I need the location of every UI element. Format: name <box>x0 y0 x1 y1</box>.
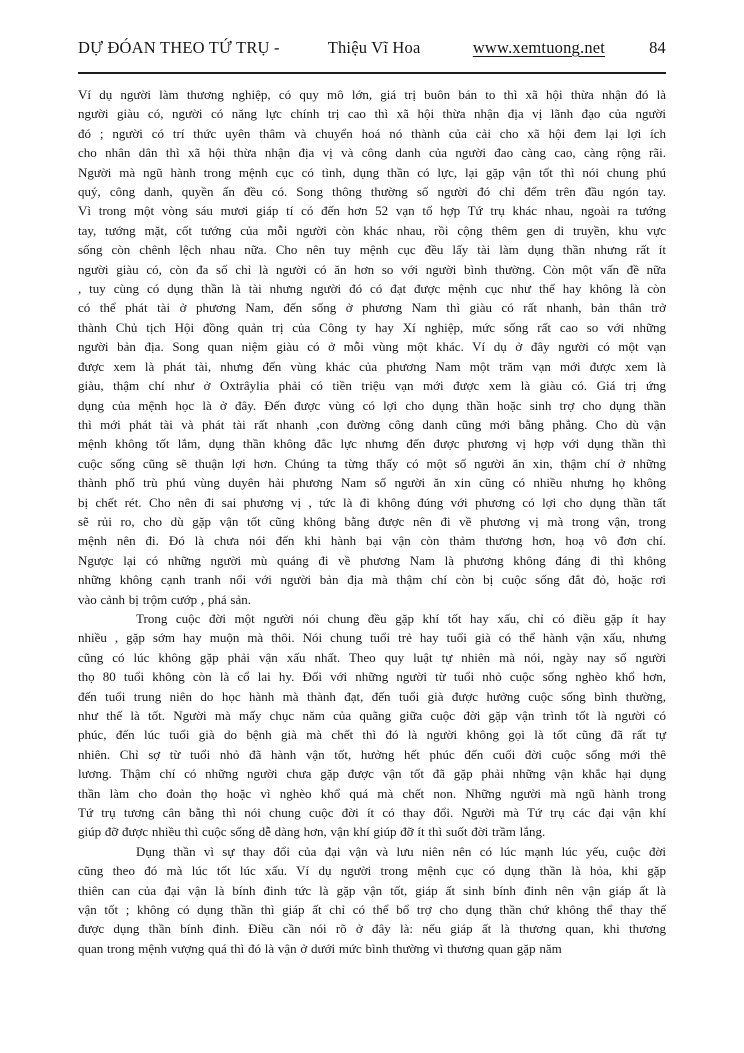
text-line: có thể phát tài ở phương Nam, đến sống ở phương Nam thì giàu có rất nhanh, bản thân trở <box>78 300 666 316</box>
page-header <box>78 38 666 74</box>
text-line: , tuy cùng có dụng thần là tài nhưng người đó có đạt được mệnh cục như thế hay không là còn <box>78 281 666 297</box>
text-line: Tứ trụ tương cân bằng thì nói chung cuộc đời ít có thay đổi. Người mà Tứ trụ các đại vận khí <box>78 805 666 821</box>
text-line: Dụng thần vì sự thay đổi của đại vận và lưu niên nên có lúc mạnh lúc yếu, cuộc đời <box>136 843 666 859</box>
text-line: nhiều , gặp sớm hay muộn mà thôi. Nói chung tuổi trẻ hay tuổi già có thể hành vận xấu, nhưng <box>78 630 666 646</box>
text-line: cho nhân dân thì xã hội thừa nhận địa vị và công danh của người đao càng cao, càng rộng rãi. <box>78 145 666 161</box>
text-line: thành Chủ tịch Hội đồng quản trị của Công ty hay Xí nghiệp, mức sống rất cao so với những <box>78 319 666 335</box>
text-line: người bản địa. Song quan niệm giàu có ở mỗi vùng một khác. Ví dụ ở đây người có một vạn <box>78 339 666 355</box>
website-url: www.xemtuong.net <box>472 38 606 57</box>
text-line: cũng có lúc không gặp phải vận xấu nhất. Theo quy luật tự nhiên mà nói, ngày nay số người <box>78 649 666 665</box>
text-line: phúc, đến lúc tuổi già do bệnh già mà chết thì đó là người không gọi là tốt cũng đã rất tự <box>78 727 666 743</box>
text-line: Ví dụ người làm thương nghiệp, có quy mô lớn, giá trị buôn bán to thì xã hội thừa nhận đó là <box>78 87 666 102</box>
page-number: 84 <box>649 38 666 57</box>
text-line: mệnh không tốt lắm, dụng thần không đắc lực nhưng đến được phương vị hợp với dụng thần thì <box>78 436 666 452</box>
text-line: Vì trong một vòng sáu mươi giáp tí có đến hơn 52 vạn tổ hợp Tứ trụ khác nhau, ngoài ra tướng <box>78 203 666 219</box>
text-line: như thế là tốt. Người mà mấy chục năm của quãng giữa cuộc đời gặp vận trình tốt là người có <box>78 708 666 723</box>
text-line: những không cạnh tranh nổi với người bản địa mà thậm chí còn bị cuộc sống đắt đỏ, hoặc rơi <box>78 572 666 588</box>
book-title: DỰ ĐÓAN THEO TỨ TRỤ - <box>78 38 280 57</box>
text-line: người giàu có, còn đa số chỉ là người có ăn hơn so với người bình thường. Còn một vấn đề nữa <box>78 261 666 277</box>
text-line: được dụng thần bính đinh. Điều cần nói rõ ở đây là: nếu giáp ất là thương quan, khi thương <box>78 921 666 937</box>
text-line: cuộc sống cũng sẽ thuận lợi hơn. Chúng ta từng thấy có một số người ăn xin, thậm chí ở những <box>78 455 666 471</box>
text-line: vào cảnh bị trộm cướp , phá sản. <box>78 591 252 607</box>
text-line: đó ; người có trí thức uyên thâm và chuyển hoá nó thành của cải cho xã hội đem lại lợi ích <box>78 125 666 141</box>
text-line: người giàu có, người có năng lực chính trị cao thì xã hội thừa nhận địa vị lãnh đạo của người <box>78 106 666 122</box>
text-line: mệnh nên đi. Đó là chưa nói đến khi hành bại vận còn thảm thương hơn, hoạ vô đơn chí. <box>78 533 666 549</box>
text-line: đến tuổi trung niên do học hành mà thành đạt, đến tuổi già được hưởng cuộc sống bình thường, <box>78 688 666 704</box>
text-line: bị chết rét. Cho nên đi sai phương vị , tức là đi không đúng với phương có lợi cho dụng thần tất <box>78 494 666 510</box>
text-line: thành phố trù phú vùng duyên hải phương Nam số người ăn xin cũng có nhiều nhưng họ không <box>78 475 666 491</box>
document-body <box>78 85 666 958</box>
text-line: sống còn chênh lệch nhau nữa. Cho nên tuy mệnh cục đều lấy tài làm dụng thần nhưng rất ít <box>78 242 666 258</box>
text-line: vận tốt ; không có dụng thần thì giáp ất chỉ có thể bổ trợ cho dụng thần chứ không thể thay thế <box>78 902 666 918</box>
author-name: Thiệu Vĩ Hoa <box>327 38 421 57</box>
text-line: cũng theo đó mà lúc tốt lúc xấu. Ví dụ người trong mệnh cục có dụng thần là hỏa, khi gặp <box>78 863 666 879</box>
text-line: nhiên. Chỉ sợ từ tuổi nhỏ đã hành vận tốt, hưởng hết phúc đến cuối đời cuộc sống mới thê <box>78 746 666 762</box>
text-line: sẽ rủi ro, cho dù gặp vận tốt cũng không bằng được nên đi về phương vị mà trong vận, trong <box>78 513 666 529</box>
text-line: tay, tướng mặt, cốt tướng của mỗi người còn khác nhau, rồi cộng thêm gen di truyền, khu vực <box>78 222 666 238</box>
text-line: Người mà ngũ hành trong mệnh cục có tình, dụng thần có lực, lại gặp vận tốt thì nói chung phú <box>78 164 666 180</box>
text-line: thọ 80 tuổi không còn là cổ lai hy. Đối với những người từ tuổi nhỏ cuộc sống nghèo khổ hơn, <box>78 669 666 685</box>
text-line: giúp đỡ được nhiều thì cuộc sống dễ dàng hơn, vận khí giúp đỡ ít thì suốt đời trầm lắng. <box>78 824 546 840</box>
text-line: thiên can của đại vận là bính đinh tức là gặp vận tốt, giáp ất sinh bính đinh nên vận giáp ất là <box>78 882 666 898</box>
text-line: thì mới phát tài và phát tài rất nhanh ,con đường công danh cũng mới bằng phẳng. Cho dù vận <box>78 416 666 432</box>
text-line: được xem là phát tài, nhưng đến vùng khác của phương Nam một trăm vạn mới được xem là <box>78 358 666 374</box>
text-line: Ngược lại có những người mù quáng đi về phương Nam là phương không đáng đi thì không <box>78 552 666 568</box>
text-line: dụng của mệnh học là ở đây. Đến được vùng có lợi cho dụng thần hoặc sinh trợ cho dụng thần <box>78 397 666 413</box>
text-line: thần làm cho đoản thọ hoặc vì nghèo khổ quá mà chết non. Những người mà ngũ hành trong <box>78 785 666 801</box>
text-line: quý, công danh, quyền ấn đều có. Song thông thường số người đó chỉ đếm trên đầu ngón tay. <box>78 184 666 200</box>
text-line: giàu, thậm chí như ở Oxtrâylia phải có tiền triệu vạn mới được xem là giàu có. Giá trị ứng <box>78 378 666 394</box>
text-line: Trong cuộc đời một người nói chung đều gặp khí tốt hay xấu, chỉ có điều gặp ít hay <box>136 610 666 626</box>
text-line: quan trong mệnh vượng quá thì đó là vận ở dưới mức bình thường vì thương quan gặp năm <box>78 940 562 956</box>
text-line: lương. Thậm chí có những người chưa gặp được vận tốt đã gặp phải những vận khắc hại dụng <box>78 766 666 782</box>
